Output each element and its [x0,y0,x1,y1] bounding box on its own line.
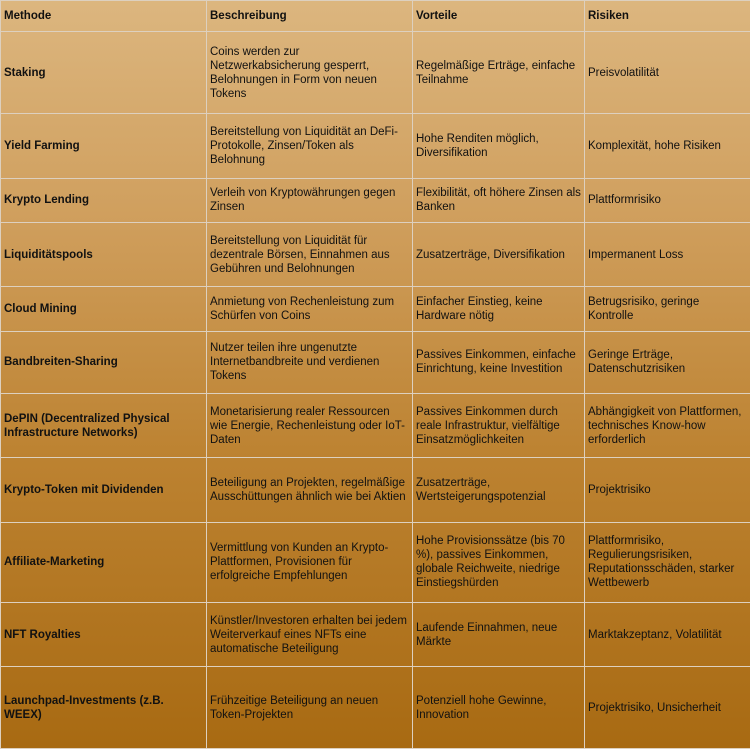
table-row [1,287,750,331]
cell-method: Yield Farming [1,114,207,178]
table-row [1,32,750,114]
cell-advantages: Laufende Einnahmen, neue Märkte [413,603,585,667]
cell-advantages: Regelmäßige Erträge, einfache Teilnahme [413,32,585,114]
table-row [1,331,750,393]
cell-advantages: Potenziell hohe Gewinne, Innovation [413,667,585,749]
cell-method: DePIN (Decentralized Physical Infrastructure Networks) [1,393,207,457]
table-row [1,667,750,749]
cell-advantages: Hohe Renditen möglich, Diversifikation [413,114,585,178]
header-methode: Methode [1,1,207,32]
cell-method: Krypto-Token mit Dividenden [1,458,207,522]
cell-risks: Betrugsrisiko, geringe Kontrolle [585,287,750,331]
cell-advantages: Passives Einkommen, einfache Einrichtung, keine Investition [413,331,585,393]
cell-description: Nutzer teilen ihre ungenutzte Internetbandbreite und verdienen Tokens [207,331,413,393]
cell-advantages: Passives Einkommen durch reale Infrastruktur, vielfältige Einsatzmöglichkeiten [413,393,585,457]
cell-risks: Marktakzeptanz, Volatilität [585,603,750,667]
header-risiken: Risiken [585,1,750,32]
cell-risks: Plattformrisiko, Regulierungsrisiken, Reputationsschäden, starker Wettbewerb [585,522,750,602]
cell-advantages: Einfacher Einstieg, keine Hardware nötig [413,287,585,331]
cell-method: Krypto Lending [1,178,207,222]
cell-description: Coins werden zur Netzwerkabsicherung gesperrt, Belohnungen in Form von neuen Tokens [207,32,413,114]
cell-advantages: Hohe Provisionssätze (bis 70 %), passives Einkommen, globale Reichweite, niedrige Einstiegshürden [413,522,585,602]
cell-description: Monetarisierung realer Ressourcen wie Energie, Rechenleistung oder IoT-Daten [207,393,413,457]
cell-risks: Geringe Erträge, Datenschutzrisiken [585,331,750,393]
cell-method: Staking [1,32,207,114]
cell-advantages: Zusatzerträge, Wertsteigerungspotenzial [413,458,585,522]
cell-description: Bereitstellung von Liquidität an DeFi-Protokolle, Zinsen/Token als Belohnung [207,114,413,178]
cell-method: Liquiditätspools [1,223,207,287]
cell-description: Verleih von Kryptowährungen gegen Zinsen [207,178,413,222]
table-row [1,393,750,457]
cell-risks: Impermanent Loss [585,223,750,287]
cell-risks: Projektrisiko, Unsicherheit [585,667,750,749]
cell-risks: Preisvolatilität [585,32,750,114]
cell-method: NFT Royalties [1,603,207,667]
cell-description: Anmietung von Rechenleistung zum Schürfen von Coins [207,287,413,331]
cell-description: Beteiligung an Projekten, regelmäßige Ausschüttungen ähnlich wie bei Aktien [207,458,413,522]
table-row [1,223,750,287]
table-row [1,458,750,522]
cell-method: Cloud Mining [1,287,207,331]
cell-risks: Komplexität, hohe Risiken [585,114,750,178]
cell-method: Affiliate-Marketing [1,522,207,602]
table-row [1,114,750,178]
table-row [1,522,750,602]
cell-method: Bandbreiten-Sharing [1,331,207,393]
cell-advantages: Flexibilität, oft höhere Zinsen als Banken [413,178,585,222]
table-header-row [1,1,750,32]
header-vorteile: Vorteile [413,1,585,32]
cell-description: Bereitstellung von Liquidität für dezentrale Börsen, Einnahmen aus Gebühren und Belohnungen [207,223,413,287]
cell-risks: Plattformrisiko [585,178,750,222]
cell-risks: Projektrisiko [585,458,750,522]
cell-advantages: Zusatzerträge, Diversifikation [413,223,585,287]
cell-risks: Abhängigkeit von Plattformen, technisches Know-how erforderlich [585,393,750,457]
cell-description: Vermittlung von Kunden an Krypto-Plattformen, Provisionen für erfolgreiche Empfehlungen [207,522,413,602]
table-row [1,603,750,667]
cell-description: Frühzeitige Beteiligung an neuen Token-Projekten [207,667,413,749]
table-row [1,178,750,222]
cell-method: Launchpad-Investments (z.B. WEEX) [1,667,207,749]
header-beschreibung: Beschreibung [207,1,413,32]
cell-description: Künstler/Investoren erhalten bei jedem Weiterverkauf eines NFTs eine automatische Beteiligung [207,603,413,667]
